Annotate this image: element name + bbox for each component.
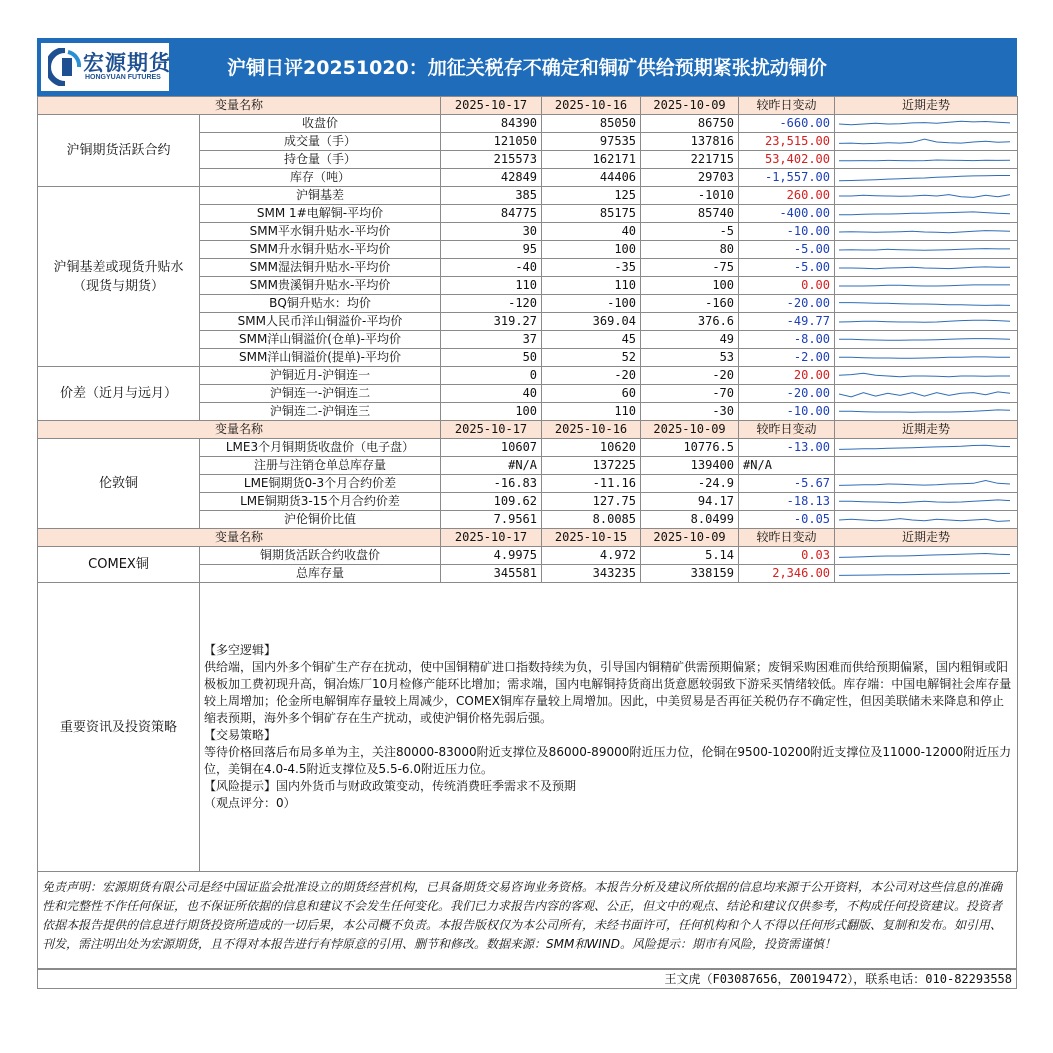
value-date3: -5 [641,223,739,241]
value-date2: 110 [542,403,641,421]
variable-name: 收盘价 [200,115,441,133]
sparkline-chart [837,566,1012,582]
value-date1: 40 [441,385,542,403]
variable-name: LME3个月铜期货收盘价（电子盘） [200,439,441,457]
variable-name: 沪铜连二-沪铜连三 [200,403,441,421]
sparkline-path [839,266,1010,268]
header-d2: 2025-10-16 [542,421,641,439]
sparkline-path [839,573,1010,575]
sparkline-cell [835,565,1018,583]
table-row [38,367,1018,385]
value-date2: -100 [542,295,641,313]
sparkline-path [839,230,1010,232]
header-chg: 较昨日变动 [739,421,835,439]
variable-name: 沪铜基差 [200,187,441,205]
value-date3: 137816 [641,133,739,151]
table-header-row [38,529,1018,547]
sparkline-chart [837,314,1012,330]
strategy-content [200,583,1018,872]
daily-change: -2.00 [739,349,835,367]
header-chg: 较昨日变动 [739,529,835,547]
sparkline-cell [835,475,1018,493]
sparkline-chart [837,440,1012,456]
value-date1: 110 [441,277,542,295]
value-date1: 37 [441,331,542,349]
header-d3: 2025-10-09 [641,529,739,547]
header-variable-name: 变量名称 [38,97,441,115]
risk-line [204,778,1013,795]
value-date1: -16.83 [441,475,542,493]
sparkline-path [839,445,1010,449]
value-date1: 30 [441,223,542,241]
sparkline-path [839,499,1010,502]
variable-name: 沪伦铜价比值 [200,511,441,529]
sparkline-path [839,284,1010,285]
sparkline-path [839,175,1010,180]
daily-change: -0.05 [739,511,835,529]
sparkline-cell [835,349,1018,367]
daily-change: -400.00 [739,205,835,223]
daily-change: -660.00 [739,115,835,133]
sparkline-cell [835,277,1018,295]
value-date3: 221715 [641,151,739,169]
sparkline-chart [837,332,1012,348]
sparkline-chart [837,368,1012,384]
value-date3: 49 [641,331,739,349]
value-date3: -70 [641,385,739,403]
risk-text: 国内外货币与财政政策变动，传统消费旺季需求不及预期 [276,779,577,793]
sparkline-chart [837,152,1012,168]
variable-name: 注册与注销仓单总库存量 [200,457,441,475]
daily-change: 260.00 [739,187,835,205]
variable-name: 总库存量 [200,565,441,583]
value-date3: 8.0499 [641,511,739,529]
value-date1: 319.27 [441,313,542,331]
sparkline-chart [837,476,1012,492]
sparkline-cell [835,457,1018,475]
company-logo [41,43,169,91]
value-date2: 369.04 [542,313,641,331]
sparkline-path [839,248,1010,250]
sparkline-path [839,194,1010,197]
table-header-row [38,421,1018,439]
sparkline-path [839,553,1010,557]
variable-name: SMM 1#电解铜-平均价 [200,205,441,223]
sparkline-cell [835,331,1018,349]
value-date2: -35 [542,259,641,277]
value-date1: 10607 [441,439,542,457]
sparkline-cell [835,511,1018,529]
value-date2: 85175 [542,205,641,223]
value-date3: -30 [641,403,739,421]
header-d1: 2025-10-17 [441,97,542,115]
sparkline-chart [837,278,1012,294]
sparkline-path [839,409,1010,411]
sparkline-cell [835,439,1018,457]
value-date3: -160 [641,295,739,313]
strategy-row [38,583,1018,872]
variable-name: 持仓量（手） [200,151,441,169]
value-date2: 127.75 [542,493,641,511]
daily-change: 2,346.00 [739,565,835,583]
sparkline-chart [837,116,1012,132]
value-date3: 139400 [641,457,739,475]
sparkline-chart [837,242,1012,258]
value-date3: 29703 [641,169,739,187]
group-label: 价差（近月与远月） [38,367,200,421]
header-trend: 近期走势 [835,97,1018,115]
variable-name: SMM平水铜升贴水-平均价 [200,223,441,241]
value-date2: 137225 [542,457,641,475]
daily-change: 23,515.00 [739,133,835,151]
sparkline-path [839,480,1010,485]
daily-change: -8.00 [739,331,835,349]
value-date1: 109.62 [441,493,542,511]
report-sheet [37,38,1017,989]
value-date2: 4.972 [542,547,641,565]
value-date3: 53 [641,349,739,367]
daily-change: 0.00 [739,277,835,295]
variable-name: 成交量（手） [200,133,441,151]
variable-name: LME铜期货0-3个月合约价差 [200,475,441,493]
analyst-contact: 王文虎（F03087656，Z0019472），联系电话：010-82293558 [37,969,1017,989]
sparkline-path [839,302,1010,305]
variable-name: SMM洋山铜溢价(提单)-平均价 [200,349,441,367]
value-date3: 5.14 [641,547,739,565]
value-date3: 338159 [641,565,739,583]
value-date1: 385 [441,187,542,205]
value-date3: 80 [641,241,739,259]
value-date1: 345581 [441,565,542,583]
sparkline-chart [837,260,1012,276]
value-date3: -20 [641,367,739,385]
sparkline-cell [835,169,1018,187]
value-date1: #N/A [441,457,542,475]
trade-text: 等待价格回落后布局多单为主，关注80000-83000附近支撑位及86000-89000附近压力位，伦铜在9500-10200附近支撑位及11000-12000附近压力位，美铜在4.0-4.5附近支撑位及5.5-6.0附近压力位。 [204,745,1012,776]
group-label: 伦敦铜 [38,439,200,529]
sparkline-chart [837,548,1012,564]
daily-change: -1,557.00 [739,169,835,187]
value-date2: 97535 [542,133,641,151]
value-date3: 100 [641,277,739,295]
value-date1: 95 [441,241,542,259]
sparkline-path [839,391,1010,396]
value-date2: 10620 [542,439,641,457]
value-date1: 7.9561 [441,511,542,529]
sparkline-cell [835,133,1018,151]
group-label: 沪铜期货活跃合约 [38,115,200,187]
header-chg: 较昨日变动 [739,97,835,115]
daily-change: -10.00 [739,403,835,421]
value-date2: 44406 [542,169,641,187]
daily-change: 20.00 [739,367,835,385]
logo-text-cn: 宏源期货 [83,51,171,75]
daily-change: -13.00 [739,439,835,457]
sparkline-chart [837,134,1012,150]
value-date3: 85740 [641,205,739,223]
value-date1: 84775 [441,205,542,223]
group-label: 沪铜基差或现货升贴水（现货与期货） [38,187,200,367]
header-d2: 2025-10-15 [542,529,641,547]
sparkline-chart [837,494,1012,510]
value-date1: 0 [441,367,542,385]
value-date2: 110 [542,277,641,295]
sparkline-cell [835,367,1018,385]
daily-change: -5.67 [739,475,835,493]
variable-name: LME铜期货3-15个月合约价差 [200,493,441,511]
sparkline-path [839,356,1010,357]
group-label: COMEX铜 [38,547,200,583]
table-row [38,547,1018,565]
sparkline-cell [835,403,1018,421]
strategy-label: 重要资讯及投资策略 [38,583,200,872]
value-date1: 100 [441,403,542,421]
value-date3: 86750 [641,115,739,133]
sparkline-cell [835,223,1018,241]
sparkline-path [839,211,1010,214]
sparkline-chart [837,512,1012,528]
logo-text-en: HONGYUAN FUTURES [85,74,161,81]
value-date2: 125 [542,187,641,205]
value-date1: 121050 [441,133,542,151]
value-date2: 85050 [542,115,641,133]
value-date1: 50 [441,349,542,367]
variable-name: 沪铜连一-沪铜连二 [200,385,441,403]
sparkline-path [839,373,1010,377]
value-date2: 343235 [542,565,641,583]
daily-change: -20.00 [739,385,835,403]
value-date2: 8.0085 [542,511,641,529]
table-row [38,115,1018,133]
value-date2: 100 [542,241,641,259]
sparkline-cell [835,493,1018,511]
sparkline-cell [835,259,1018,277]
sparkline-cell [835,115,1018,133]
variable-name: 铜期货活跃合约收盘价 [200,547,441,565]
header-trend: 近期走势 [835,421,1018,439]
logic-text: 供给端，国内外多个铜矿生产存在扰动，使中国铜精矿进口指数持续为负，引导国内铜精矿供需预期偏紧；废铜采购困难而供给预期偏紧，国内粗铜或阳极板加工费初现升高，铜冶炼厂10月检修产能环比增加；需求端，国内电解铜持货商出货意愿较弱致下游采买情绪较低。库存端：中国电解铜社会库存量较上周增加；伦金所电解铜库存量较上周减少，COMEX铜库存量较上周增加。因此，中美贸易是否再征关税仍存不确定性，但因美联储未来降息和停止缩表预期，海外多个铜矿存在生产扰动，或使沪铜价格先弱后强。 [204,660,1012,725]
value-date3: 94.17 [641,493,739,511]
value-date1: 4.9975 [441,547,542,565]
header-trend: 近期走势 [835,529,1018,547]
sparkline-cell [835,187,1018,205]
daily-change: 53,402.00 [739,151,835,169]
sparkline-path [839,121,1010,125]
disclaimer-text: 免责声明：宏源期货有限公司是经中国证监会批准设立的期货经营机构，已具备期货交易咨询业务资格。本报告分析及建议所依据的信息均来源于公开资料，本公司对这些信息的准确性和完整性不作任何保证，也不保证所依据的信息和建议不会发生任何变化。我们已力求报告内容的客观、公正，但文中的观点、结论和建议仅供参考，不构成任何投资建议。投资者依据本报告提供的信息进行期货投资所造成的一切后果，本公司概不负责。本报告版权仅为本公司所有，未经书面许可，任何机构和个人不得以任何形式翻版、复制和发布。如引用、刊发，需注明出处为宏源期货，且不得对本报告进行有悖原意的引用、删节和修改。数据来源：SMM和WIND。风险提示：期市有风险，投资需谨慎！ [37,872,1017,969]
value-date2: 60 [542,385,641,403]
sparkline-path [839,320,1010,322]
sparkline-path [839,338,1010,340]
value-date3: 376.6 [641,313,739,331]
value-date1: 215573 [441,151,542,169]
variable-name: 沪铜近月-沪铜连一 [200,367,441,385]
table-header-row [38,97,1018,115]
sparkline-chart [837,188,1012,204]
value-date3: 10776.5 [641,439,739,457]
variable-name: SMM贵溪铜升贴水-平均价 [200,277,441,295]
header-d2: 2025-10-16 [542,97,641,115]
value-date2: -20 [542,367,641,385]
sparkline-chart [837,206,1012,222]
data-table [37,96,1018,872]
variable-name: SMM湿法铜升贴水-平均价 [200,259,441,277]
trade-title: 【交易策略】 [204,728,277,742]
header-variable-name: 变量名称 [38,529,441,547]
value-date1: 42849 [441,169,542,187]
sparkline-chart [837,296,1012,312]
risk-title: 【风险提示】 [204,779,277,793]
report-title: 沪铜日评20251020：加征关税存不确定和铜矿供给预期紧张扰动铜价 [227,57,827,79]
variable-name: BQ铜升贴水：均价 [200,295,441,313]
sparkline-path [839,139,1010,144]
report-header [37,38,1017,96]
daily-change: -5.00 [739,241,835,259]
sparkline-chart [837,386,1012,402]
value-date1: -120 [441,295,542,313]
value-date1: 84390 [441,115,542,133]
sparkline-cell [835,151,1018,169]
value-date2: -11.16 [542,475,641,493]
table-row [38,187,1018,205]
sparkline-path [839,160,1010,161]
value-date3: -75 [641,259,739,277]
daily-change: 0.03 [739,547,835,565]
sparkline-cell [835,295,1018,313]
sparkline-chart [837,224,1012,240]
daily-change: -49.77 [739,313,835,331]
daily-change: -18.13 [739,493,835,511]
variable-name: 库存（吨） [200,169,441,187]
sparkline-cell [835,385,1018,403]
sparkline-path [839,518,1010,521]
sparkline-chart [837,350,1012,366]
variable-name: SMM人民币洋山铜溢价-平均价 [200,313,441,331]
sparkline-chart [837,170,1012,186]
value-date2: 40 [542,223,641,241]
value-date2: 45 [542,331,641,349]
table-row [38,439,1018,457]
daily-change: -20.00 [739,295,835,313]
logic-title: 【多空逻辑】 [204,643,277,657]
value-date3: -24.9 [641,475,739,493]
sparkline-cell [835,313,1018,331]
header-variable-name: 变量名称 [38,421,441,439]
sparkline-cell [835,241,1018,259]
header-d1: 2025-10-17 [441,421,542,439]
sparkline-chart [837,404,1012,420]
daily-change: -10.00 [739,223,835,241]
value-date2: 162171 [542,151,641,169]
value-date1: -40 [441,259,542,277]
header-d3: 2025-10-09 [641,97,739,115]
value-date2: 52 [542,349,641,367]
view-score: （观点评分：0） [204,796,296,810]
header-d1: 2025-10-17 [441,529,542,547]
daily-change: #N/A [739,457,835,475]
header-d3: 2025-10-09 [641,421,739,439]
variable-name: SMM洋山铜溢价(仓单)-平均价 [200,331,441,349]
sparkline-cell [835,205,1018,223]
hongyuan-logo-icon [48,48,82,86]
variable-name: SMM升水铜升贴水-平均价 [200,241,441,259]
sparkline-cell [835,547,1018,565]
value-date3: -1010 [641,187,739,205]
daily-change: -5.00 [739,259,835,277]
